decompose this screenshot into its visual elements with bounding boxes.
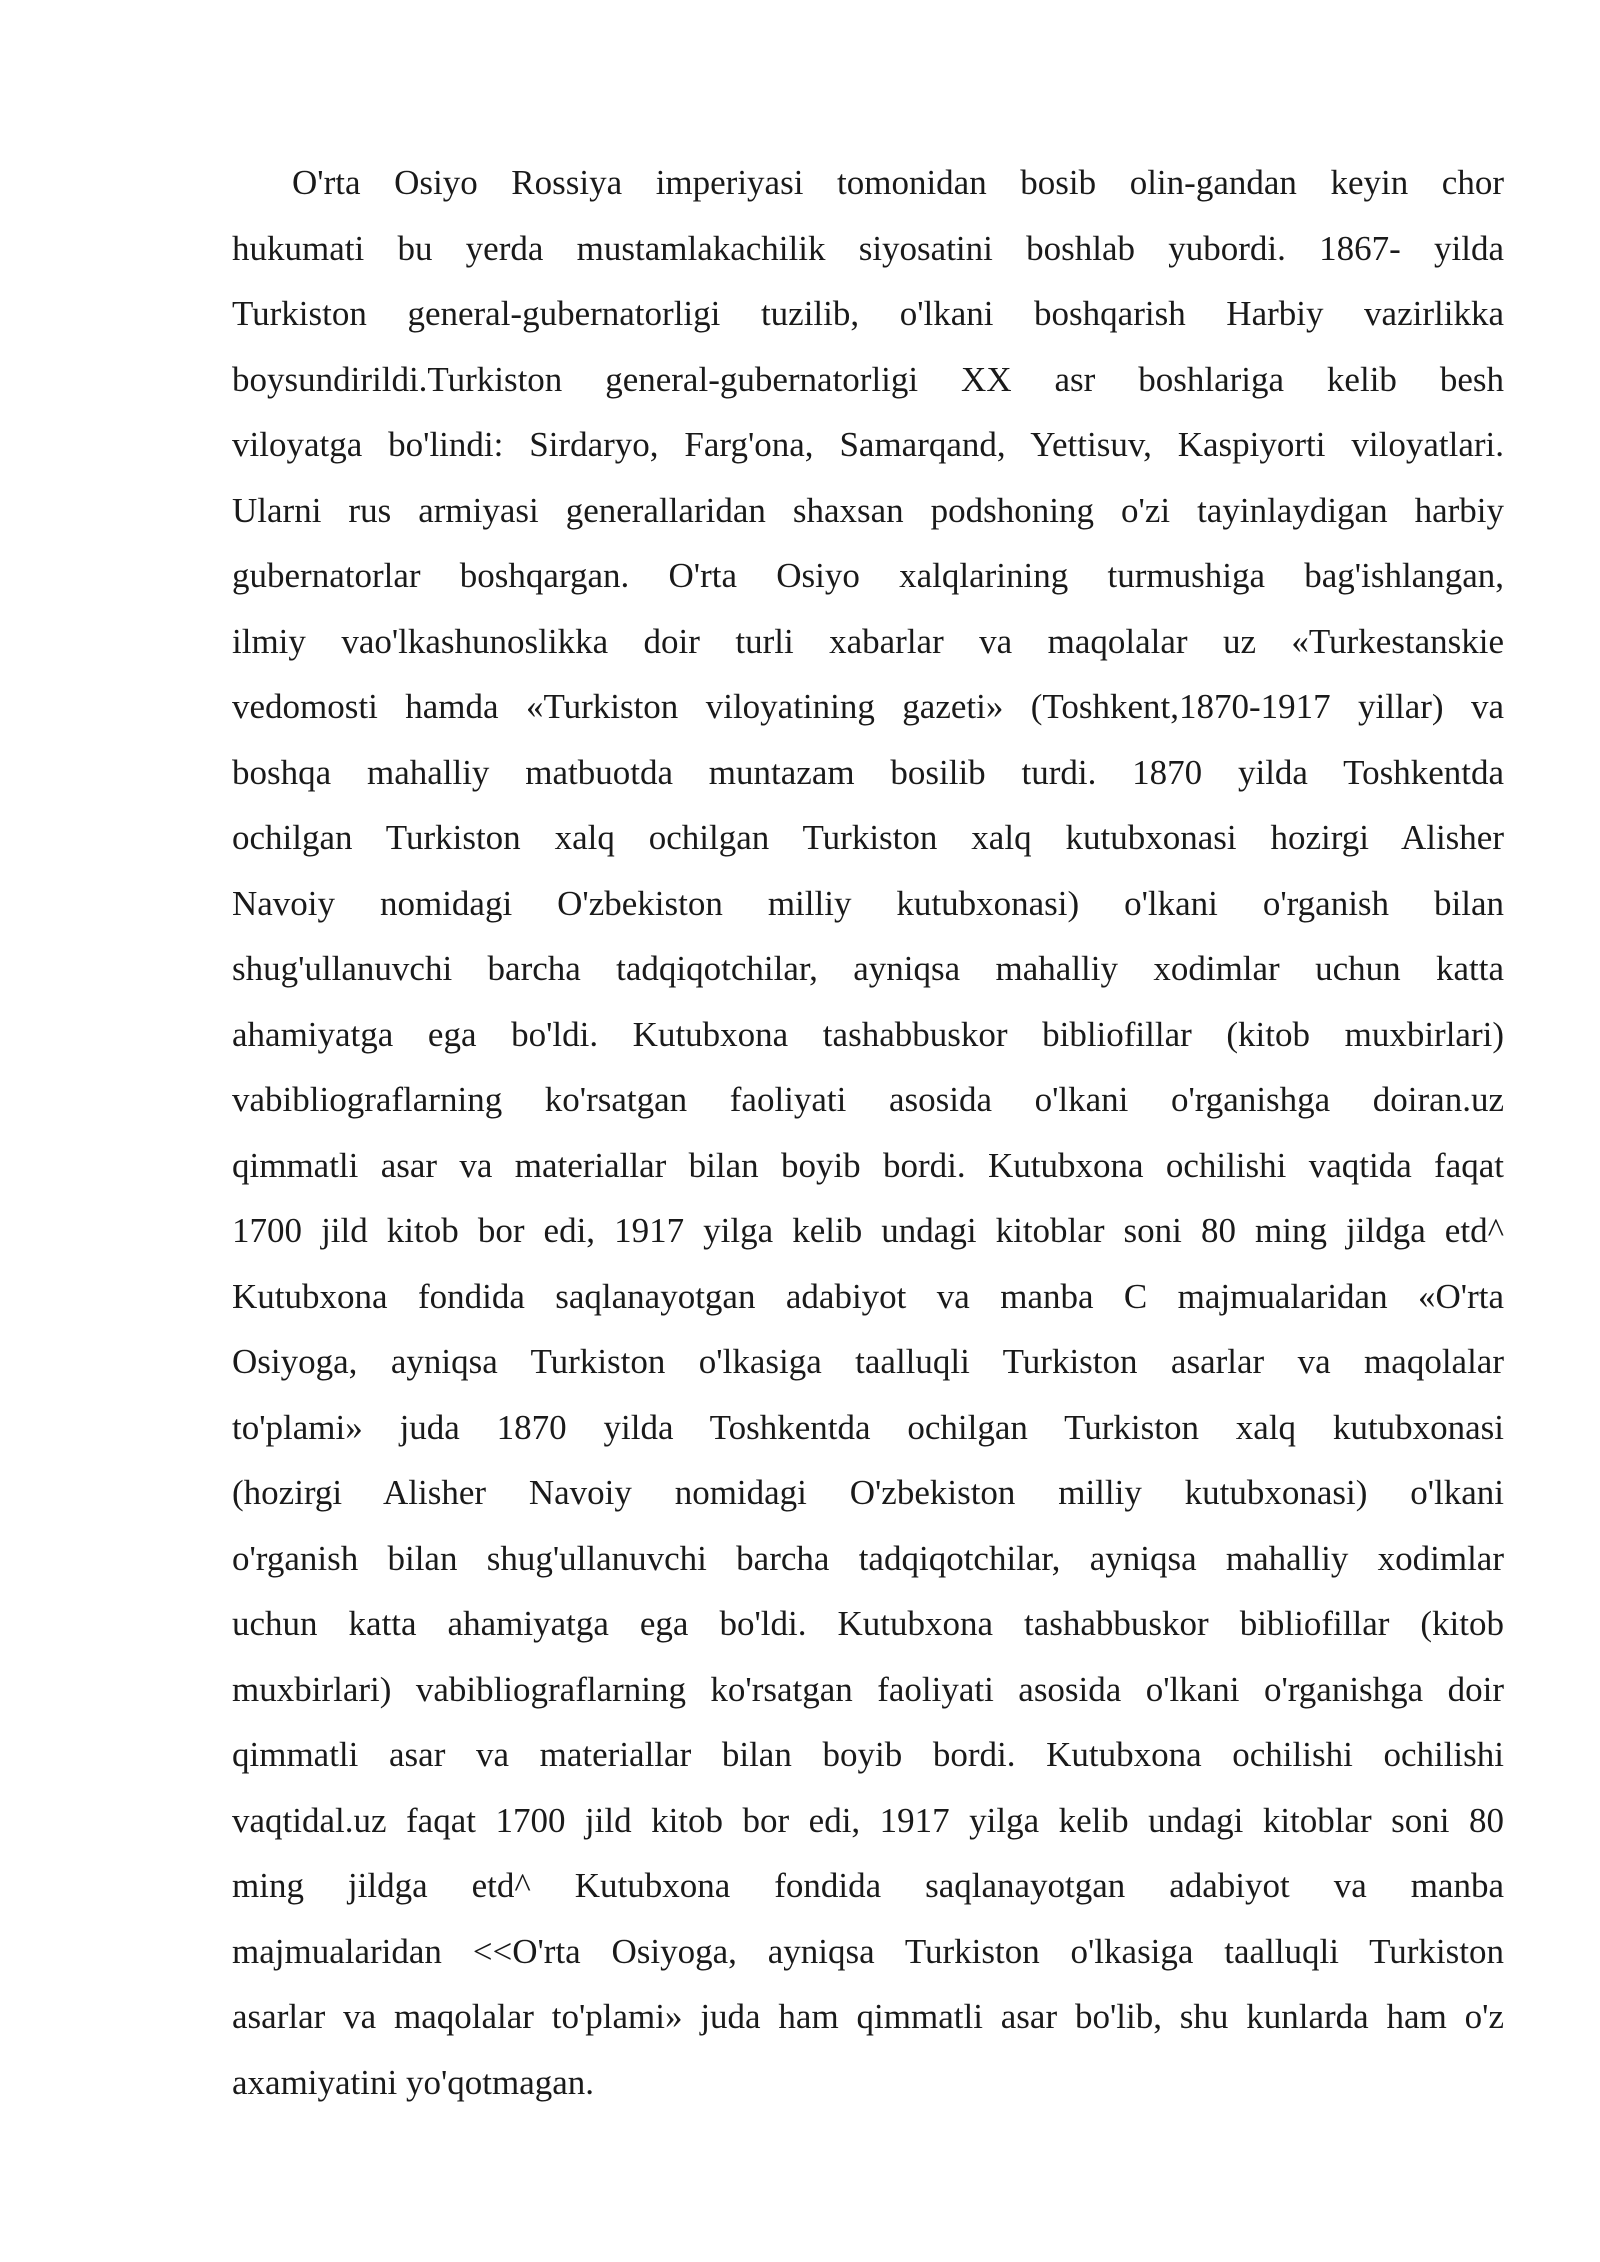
text-line: boshqa mahalliy matbuotda muntazam bosilib turdi. 1870 yilda Toshkentda (232, 752, 1504, 792)
text-line: hukumati bu yerda mustamlakachilik siyosatini boshlab yubordi. 1867- yilda (232, 228, 1504, 268)
text-line: uchun katta ahamiyatga ega bo'ldi. Kutubxona tashabbuskor bibliofillar (kitob (232, 1604, 1504, 1643)
text-line: ming jildga etd^ Kutubxona fondida saqlanayotgan adabiyot va manba (232, 1866, 1504, 1905)
text-line: gubernatorlar boshqargan. O'rta Osiyo xalqlarining turmushiga bag'ishlangan, (232, 556, 1504, 595)
text-line: boysundirildi.Turkiston general-gubernatorligi XX asr boshlariga kelib besh (232, 359, 1504, 399)
text-line: ahamiyatga ega bo'ldi. Kutubxona tashabbuskor bibliofillar (kitob muxbirlari) (232, 1014, 1504, 1054)
text-line: o'rganish bilan shug'ullanuvchi barcha tadqiqotchilar, ayniqsa mahalliy xodimlar (232, 1538, 1504, 1578)
text-line: majmualaridan <<O'rta Osiyoga, ayniqsa Turkiston o'lkasiga taalluqli Turkiston (232, 1931, 1504, 1971)
text-line: Turkiston general-gubernatorligi tuzilib, o'lkani boshqarish Harbiy vazirlikka (232, 294, 1504, 333)
text-line: Osiyoga, ayniqsa Turkiston o'lkasiga taalluqli Turkiston asarlar va maqolalar (232, 1342, 1504, 1381)
text-line: asarlar va maqolalar to'plami» juda ham qimmatli asar bo'lib, shu kunlarda ham o'z (232, 1997, 1504, 2036)
text-line: muxbirlari) vabibliograflarning ko'rsatgan faoliyati asosida o'lkani o'rganishga doir (232, 1669, 1504, 1709)
text-line: vabibliograflarning ko'rsatgan faoliyati asosida o'lkani o'rganishga doiran.uz (232, 1080, 1504, 1119)
text-line: ilmiy vao'lkashunoslikka doir turli xabarlar va maqolalar uz «Turkestanskie (232, 621, 1504, 661)
text-line: qimmatli asar va materiallar bilan boyib bordi. Kutubxona ochilishi ochilishi (232, 1735, 1504, 1774)
text-line: Ularni rus armiyasi generallaridan shaxsan podshoning o'zi tayinlaydigan harbiy (232, 490, 1504, 530)
text-line: shug'ullanuvchi barcha tadqiqotchilar, ayniqsa mahalliy xodimlar uchun katta (232, 949, 1504, 988)
text-line: to'plami» juda 1870 yilda Toshkentda ochilgan Turkiston xalq kutubxonasi (232, 1407, 1504, 1447)
text-line: Navoiy nomidagi O'zbekiston milliy kutubxonasi) o'lkani o'rganish bilan (232, 883, 1504, 923)
text-line: qimmatli asar va materiallar bilan boyib bordi. Kutubxona ochilishi vaqtida faqat (232, 1145, 1504, 1185)
text-line: axamiyatini yo'qotmagan. (232, 2062, 595, 2102)
text-line: vaqtidal.uz faqat 1700 jild kitob bor edi, 1917 yilga kelib undagi kitoblar soni 80 (232, 1800, 1504, 1840)
text-line: vedomosti hamda «Turkiston viloyatining gazeti» (Toshkent,1870-1917 yillar) va (232, 687, 1504, 726)
text-line: (hozirgi Alisher Navoiy nomidagi O'zbekiston milliy kutubxonasi) o'lkani (232, 1473, 1504, 1512)
text-line: Kutubxona fondida saqlanayotgan adabiyot va manba C majmualaridan «O'rta (232, 1276, 1504, 1316)
text-line: viloyatga bo'lindi: Sirdaryo, Farg'ona, Samarqand, Yettisuv, Kaspiyorti viloyatlari. (232, 425, 1504, 464)
text-line: 1700 jild kitob bor edi, 1917 yilga kelib undagi kitoblar soni 80 ming jildga etd^ (232, 1211, 1504, 1250)
body-paragraph (232, 150, 1504, 2115)
text-line: O'rta Osiyo Rossiya imperiyasi tomonidan bosib olin-gandan keyin chor (292, 163, 1504, 202)
text-line: ochilgan Turkiston xalq ochilgan Turkiston xalq kutubxonasi hozirgi Alisher (232, 818, 1504, 857)
